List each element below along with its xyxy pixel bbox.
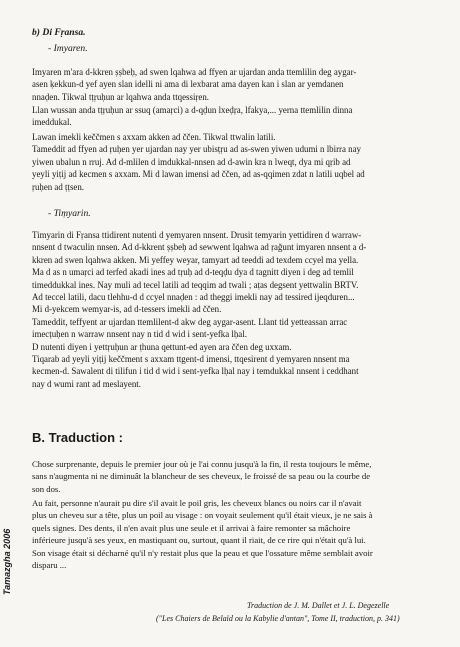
paragraph-line: Mi d-yekcem wemyar-is, ad d-tessers imekli ad ččen.: [32, 304, 222, 315]
paragraph-line: quels signes. Des dents, il n'en avait plus une seule et il arrivai à faire remonter sa mâchoire: [32, 522, 351, 533]
translation-heading: B. Traduction :: [32, 430, 123, 445]
translation-credit: Traduction de J. M. Dallet et J. L. Degezelle: [247, 601, 390, 610]
paragraph-line: nnaḍen. Tikwal tṭṛuḥun ar lqahwa anda ttqessiṛen.: [32, 91, 209, 102]
paragraph-line: Ma d as n umaṛci ad terfed akadi ines ad tṛuḥ ad d-teqḍu dya d tagnitt diyen i deg ad temlil: [32, 267, 354, 278]
translation-paragraph-2: [32, 497, 432, 571]
paragraph-4: [32, 229, 427, 390]
paragraph-line: Ad teccel latili, dacu tlehhu-d d ccyel nnaḍen : ad theggi imekli nay ad tessired ijeqduren...: [32, 292, 355, 303]
paragraph-line: Timyarin di Fṛansa ttidirent nutenti d yemyaren nnsent. Drusit temyarin yettidiren d warraw-: [32, 230, 362, 240]
paragraph-3: [32, 131, 427, 193]
paragraph-line: sans n'augmenta ni ne diminuât la blancheur de ses cheveux, le froissé de sa peau ou la courbe de: [32, 471, 371, 482]
paragraph-line: Llan wussan anda tṭṛuḥun ar ssuq (amaṛci) a d-qḍun lxeḍṛa, lfakya,... yerna ttemlilin dinna: [32, 105, 353, 115]
paragraph-line: nnsent d twaculin nnsen. Ad d-kkrent ṣṣbeḥ ad sewwent lqahwa ad ṛağunt imyaren nnsent a d-: [32, 242, 367, 253]
paragraph-line: imecṭuḥen n warraw nnsent nay n tid d wid i sent-yefka lḥal.: [32, 329, 247, 340]
paragraph-1: [32, 66, 427, 103]
paragraph-line: Son visage était si décharné qu'il n'y restait plus que la peau et que l'ossature même semblait avoir: [32, 547, 373, 558]
paragraph-line: Tameddit, teffyent ar ujardan ttemlilent-d akw deg aygar-asent. Llant tid yetteassan arrac: [32, 316, 348, 327]
paragraph-line: Imyaren m'ara d-kkren ṣṣbeḥ, ad swen lqahwa ad ffyen ar ujardan anda ttemlilin deg aygar-: [32, 67, 357, 77]
sidebar-journal-label: Tamazgha 2006: [2, 528, 12, 595]
paragraph-line: Tameddit ad ffyen ad ṛuḥen yer ujardan nay yer ubisṭṛu ad as-swen yiwen udumi n lbirra nay: [32, 144, 361, 155]
paragraph-line: disparu ...: [32, 560, 67, 571]
paragraph-2: [32, 104, 427, 129]
paragraph-line: inférieure jusqu'à ses yeux, en mastiquant ou, surtout, quant il riait, de ce rire qui n'était qu'à lui.: [32, 535, 366, 546]
paragraph-line: Au fait, personne n'aurait pu dire s'il avait le poil gris, les cheveux blancs ou noirs car il n'avait: [32, 498, 362, 508]
paragraph-line: Chose surprenante, depuis le premier jour où je l'ai connu jusqu'à la fin, il resta toujours le même,: [32, 459, 372, 469]
paragraph-line: timeddukkal ines. Nay muli ad tecel latili ad teqqim ad twali ; aṭas degsent yettwalin BRTV.: [32, 279, 359, 290]
translation-paragraph-1: [32, 458, 432, 495]
paragraph-line: imeddukal.: [32, 117, 72, 128]
paragraph-line: ṛuḥen ad ṭṭsen.: [32, 181, 85, 192]
subheading-timyarin: - Tiṃyarin.: [48, 208, 91, 219]
paragraph-line: yeyli yiṭij ad kecmen s axxam. Mi d lawan imensi ad ččen, ad as-qqimen zdat n latili uqbel ad: [32, 169, 365, 180]
paragraph-line: Lawan imekli keččmen s axxam akken ad ččen. Tikwal ttwalin latili.: [32, 132, 276, 142]
source-citation: ("Les Chaiers de Belaïd ou la Kabylie d'antan", Tome II, traduction, p. 341): [156, 614, 400, 623]
paragraph-line: D nutenti diyen i yettṛuḥun ar ṭhuna qettunt-ed ayen ara ččen deg uxxam.: [32, 341, 292, 352]
section-heading: b) Di Fṛansa.: [32, 27, 86, 38]
paragraph-line: Tiqarab ad yeyli yiṭij keččment s axxam ttgent-d imensi, ttqesirent d yemyaren nnsent ma: [32, 354, 350, 365]
paragraph-line: kecmen-d. Sawalent di tilifun i tid d wid i sent-yefka lḥal nay i temdukkal nnsent i ceddhant: [32, 366, 359, 377]
paragraph-line: asen ḳekkun-d yef ayen slan idelli ni ama di lexbarat ama dayen kan i slan ar yemdanen: [32, 79, 344, 90]
paragraph-line: plus un cheveu sur a tête, plus un poil au visage : on voyait seulement qu'il était vieux, je ne sais à: [32, 510, 373, 521]
paragraph-line: kkren ad swen lqahwa akken. Mi yeffey weyar, tamyart ad teeddi ad texdem ccyel ma yella.: [32, 254, 359, 265]
paragraph-line: nay d wumi rant ad meslayent.: [32, 378, 141, 389]
paragraph-line: yiwen ubalun n rruj. Ad d-mlilen d imdukkal-nnsen ad d-awin kra n lweqt, dya mi qṛib ad: [32, 156, 351, 167]
paragraph-line: son dos.: [32, 483, 61, 494]
subheading-imyaren: - Imyaren.: [48, 43, 88, 54]
